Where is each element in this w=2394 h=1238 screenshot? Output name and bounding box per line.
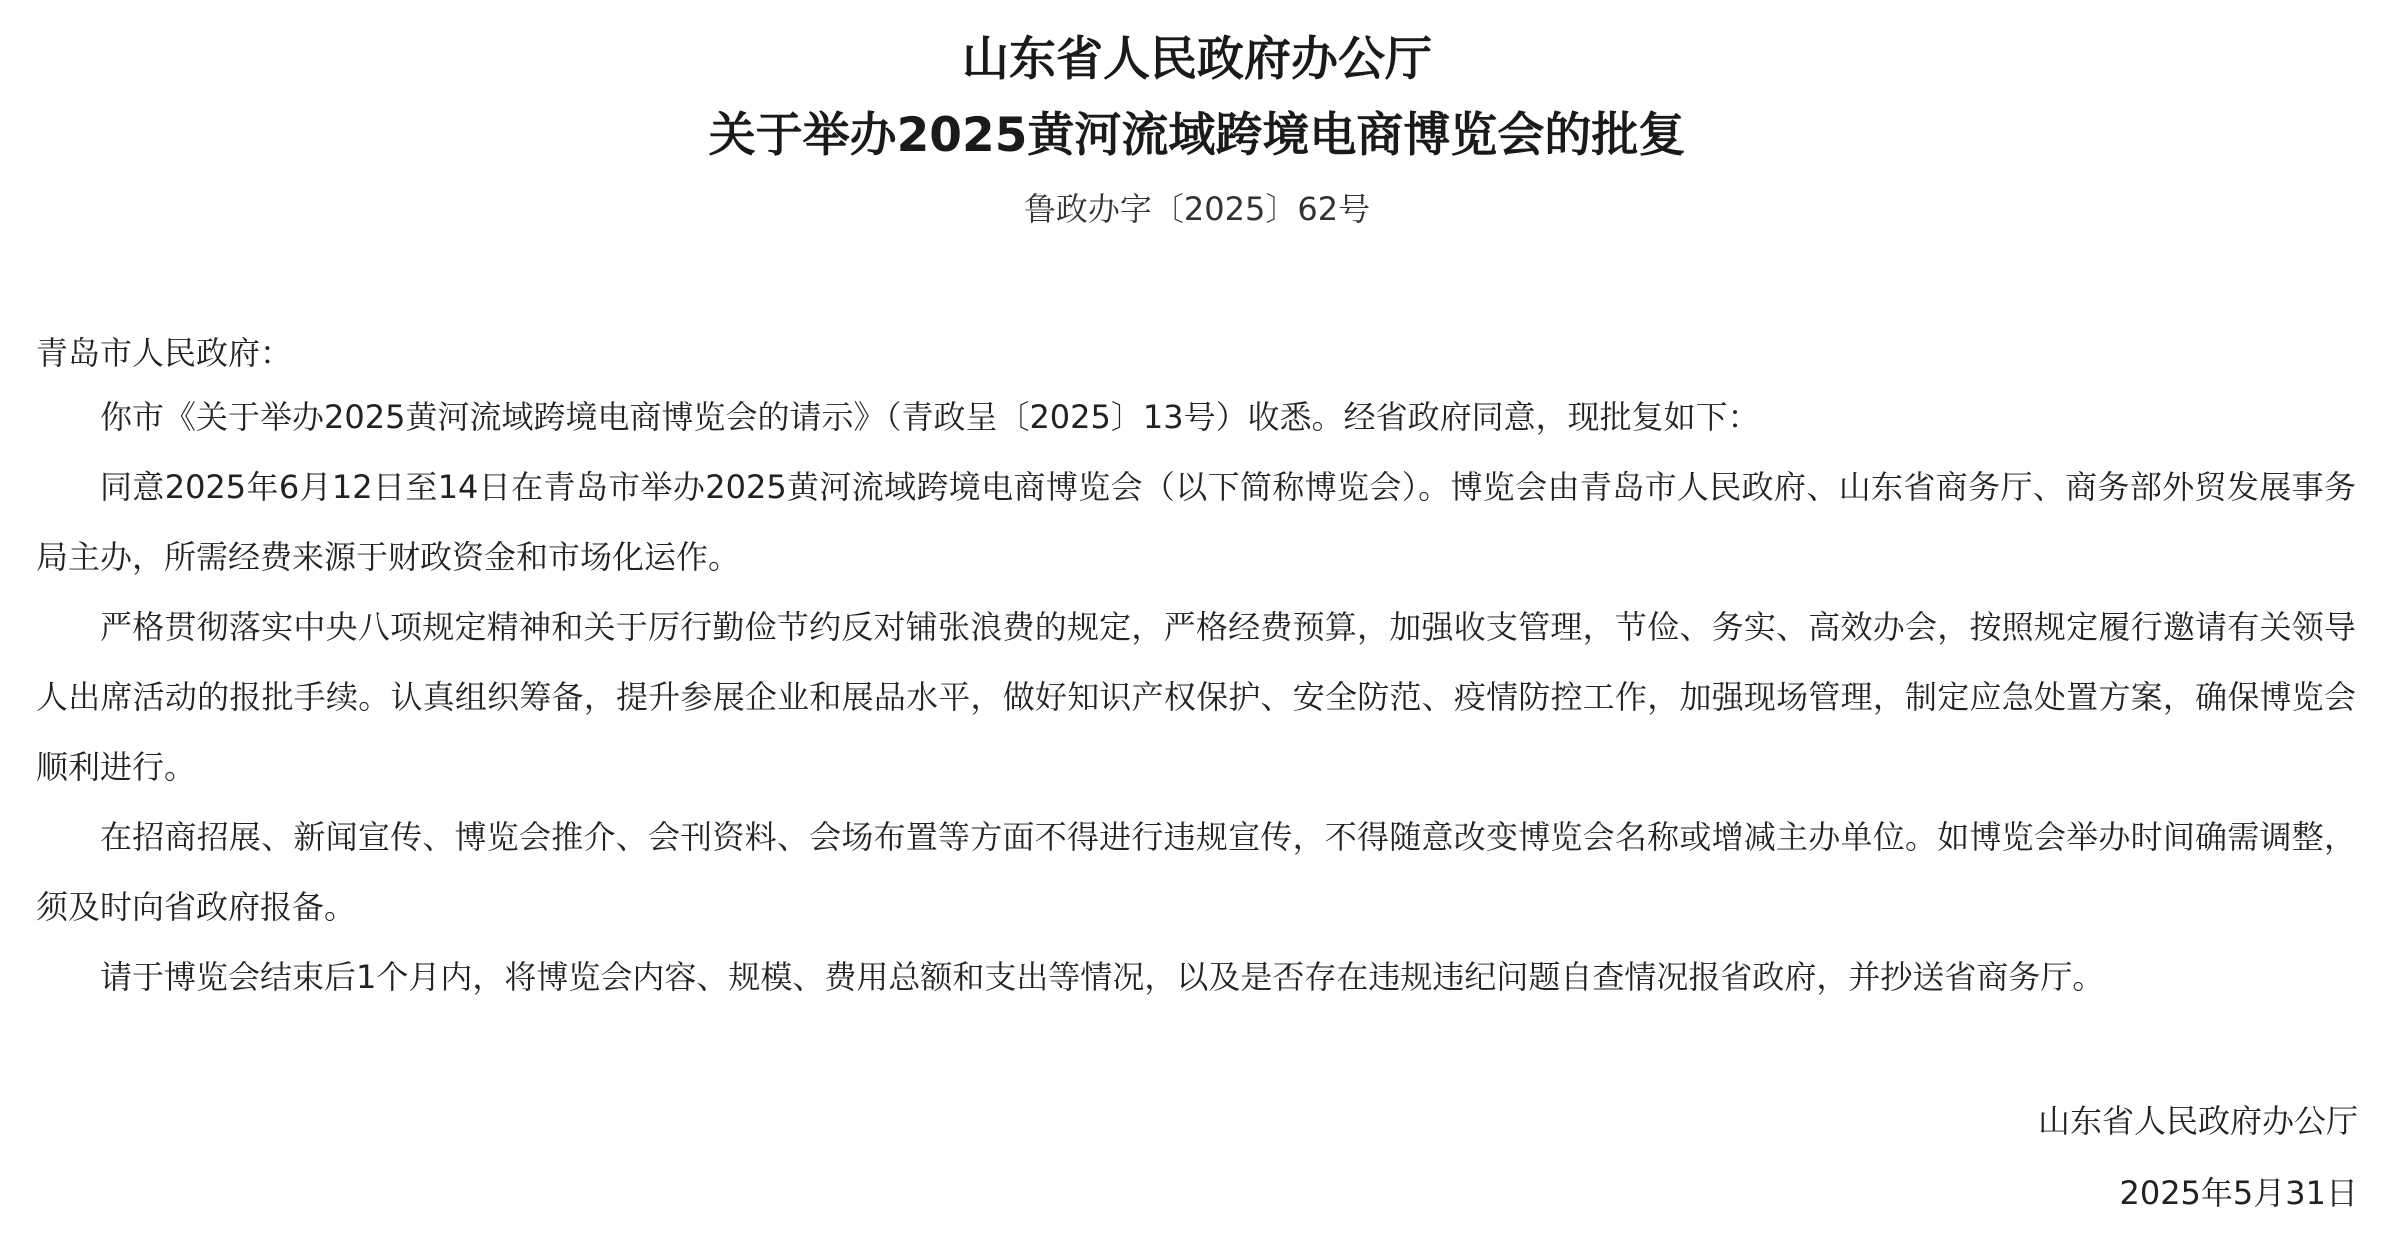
document-number: 鲁政办字〔2025〕62号 bbox=[1023, 190, 1371, 228]
paragraph-report: 请于博览会结束后1个月内，将博览会内容、规模、费用总额和支出等情况，以及是否存在违规违纪问题自查情况报省政府，并抄送省商务厅。 bbox=[100, 958, 2105, 996]
signing-date: 2025年5月31日 bbox=[2119, 1174, 2358, 1212]
salutation: 青岛市人民政府： bbox=[36, 334, 293, 372]
paragraph-approval: 同意2025年6月12日至14日在青岛市举办2025黄河流域跨境电商博览会（以下简称博览会）。博览会由青岛市人民政府、山东省商务厅、商务部外贸发展事务局主办，所需经费来源于财政资金和市场化运作。 bbox=[36, 468, 2356, 576]
paragraph-regulations: 严格贯彻落实中央八项规定精神和关于厉行勤俭节约反对铺张浪费的规定，严格经费预算，加强收支管理，节俭、务实、高效办会，按照规定履行邀请有关领导人出席活动的报批手续。认真组织筹备，提升参展企业和展品水平，做好知识产权保护、安全防范、疫情防控工作，加强现场管理，制定应急处置方案，确保博览会顺利进行。 bbox=[36, 608, 2356, 786]
paragraph-publicity: 在招商招展、新闻宣传、博览会推介、会刊资料、会场布置等方面不得进行违规宣传，不得随意改变博览会名称或增减主办单位。如博览会举办时间确需调整，须及时向省政府报备。 bbox=[36, 818, 2356, 926]
paragraph-receipt: 你市《关于举办2025黄河流域跨境电商博览会的请示》（青政呈〔2025〕13号）收悉。经省政府同意，现批复如下： bbox=[100, 398, 1760, 436]
signing-organization: 山东省人民政府办公厅 bbox=[2037, 1102, 2358, 1140]
issuer-title: 山东省人民政府办公厅 bbox=[962, 32, 1432, 87]
body-paragraphs bbox=[36, 382, 2356, 1012]
document-subject-title: 关于举办2025黄河流域跨境电商博览会的批复 bbox=[708, 108, 1686, 163]
